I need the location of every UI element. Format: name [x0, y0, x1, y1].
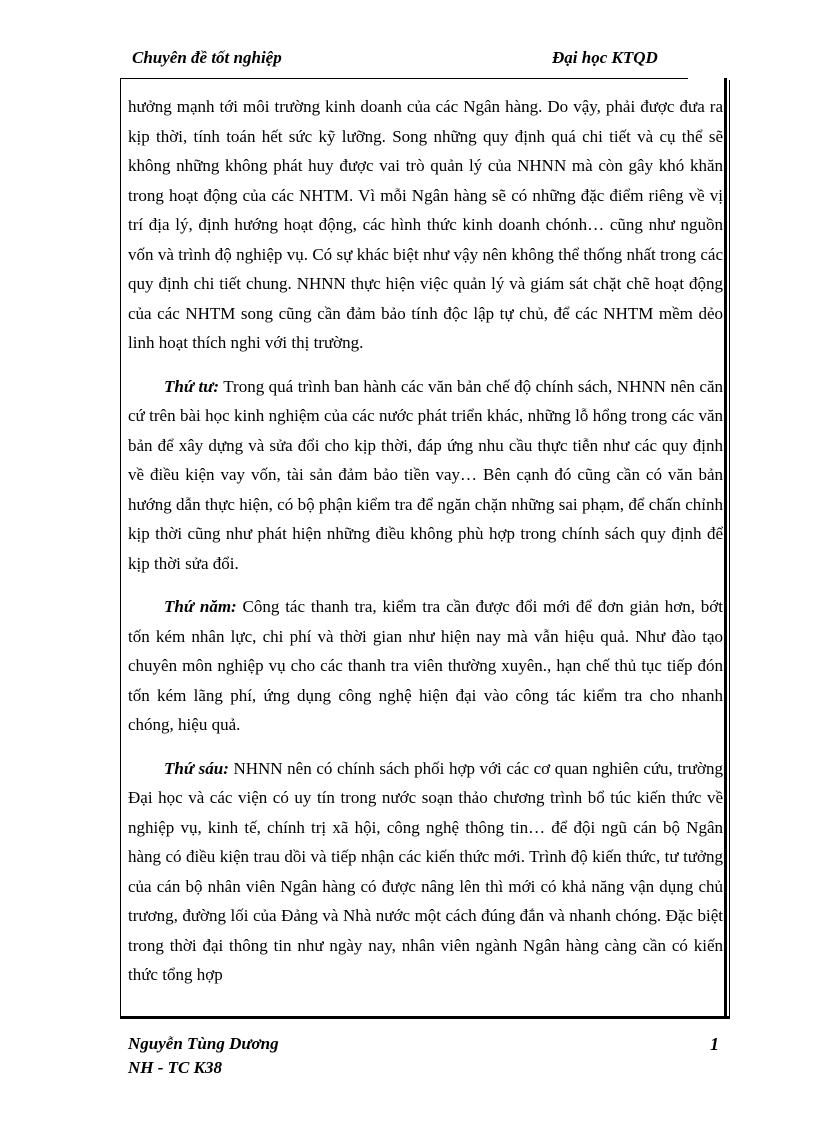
page-footer [128, 1034, 728, 1084]
paragraph-continuation: hưởng mạnh tới môi trường kinh doanh của các Ngân hàng. Do vậy, phải được đưa ra kịp thời, tính toán hết sức kỹ lưỡng. Song những quy định quá chi tiết và cụ thể sẽ không những không phát huy được vai trò quản lý của NHNN mà còn gây khó khăn trong hoạt động của các NHTM. Vì mỗi Ngân hàng sẽ có những đặc điểm riêng về vị trí địa lý, định hướng hoạt động, các hình thức kinh doanh chónh… cũng như nguồn vốn và trình độ nghiệp vụ. Có sự khác biệt như vậy nên không thể thống nhất trong các quy định chi tiết chung. NHNN thực hiện việc quản lý và giám sát chặt chẽ hoạt động của các NHTM song cũng cần đảm bảo tính độc lập tự chủ, để các NHTM mềm dẻo linh hoạt thích nghi với thị trường. [128, 97, 723, 352]
paragraph-lead: Thứ năm: [164, 597, 237, 616]
footer-class: NH - TC K38 [128, 1058, 222, 1077]
page-border-right [724, 78, 727, 1016]
paragraph-thu-sau [128, 754, 723, 990]
paragraph-lead: Thứ tư: [164, 376, 220, 396]
header-title-left: Chuyên đề tốt nghiệp [132, 48, 282, 67]
body-text [128, 92, 723, 1004]
footer-author: Nguyễn Tùng Dương [128, 1034, 279, 1053]
paragraph-text: Trong quá trình ban hành các văn bản chế độ chính sách, NHNN nên căn cứ trên bài học kinh nghiệm của các nước phát triển khác, những lỗ hổng trong các văn bản để xây dựng và sửa đổi cho kịp thời, đáp ứng nhu cầu thực tiễn như các quy định về điều kiện vay vốn, tài sản đảm bảo tiền vay… Bên cạnh đó cũng cần có văn bản hướng dẫn thực hiện, có bộ phận kiểm tra để ngăn chặn những sai phạm, để chấn chỉnh kịp thời cũng như phát hiện những điều không phù hợp trong chính sách quy định để kịp thời sửa đổi. [128, 376, 723, 573]
page-border-right-shadow [729, 80, 730, 1016]
page-number: 1 [710, 1034, 719, 1054]
page-border-bottom [120, 1016, 730, 1019]
page-border-left [120, 78, 121, 1016]
page-header [120, 48, 688, 74]
paragraph-lead: Thứ sáu: [164, 758, 229, 778]
header-title-right: Đại học KTQD [552, 48, 658, 67]
header-rule [120, 78, 688, 79]
paragraph-thu-tu [128, 372, 723, 579]
paragraph-text: Công tác thanh tra, kiểm tra cần được đổi mới để đơn giản hơn, bớt tốn kém nhân lực, chi phí và thời gian như hiện nay mà vẫn hiệu quả. Như đào tạo chuyên môn nghiệp vụ cho các thanh tra viên thường xuyên., hạn chế thủ tục tiếp đón tốn kém lãng phí, ứng dụng công nghệ hiện đại vào công tác kiểm tra cho nhanh chóng, hiệu quả. [128, 597, 723, 734]
paragraph-thu-nam [128, 592, 723, 740]
paragraph-text: NHNN nên có chính sách phối hợp với các cơ quan nghiên cứu, trường Đại học và các viện có uy tín trong nước soạn thảo chương trình bổ túc kiến thức về nghiệp vụ, kinh tế, chính trị xã hội, công nghệ thông tin… để đội ngũ cán bộ Ngân hàng có điều kiện trau dồi và tiếp nhận các kiến thức mới. Trình độ kiến thức, tư tưởng của cán bộ nhân viên Ngân hàng có được nâng lên thì mới có khả năng vận dụng chủ trương, đường lối của Đảng và Nhà nước một cách đúng đắn và nhanh chóng. Đặc biệt trong thời đại thông tin như ngày nay, nhân viên ngành Ngân hàng càng cần có kiến thức tổng hợp [128, 758, 723, 984]
